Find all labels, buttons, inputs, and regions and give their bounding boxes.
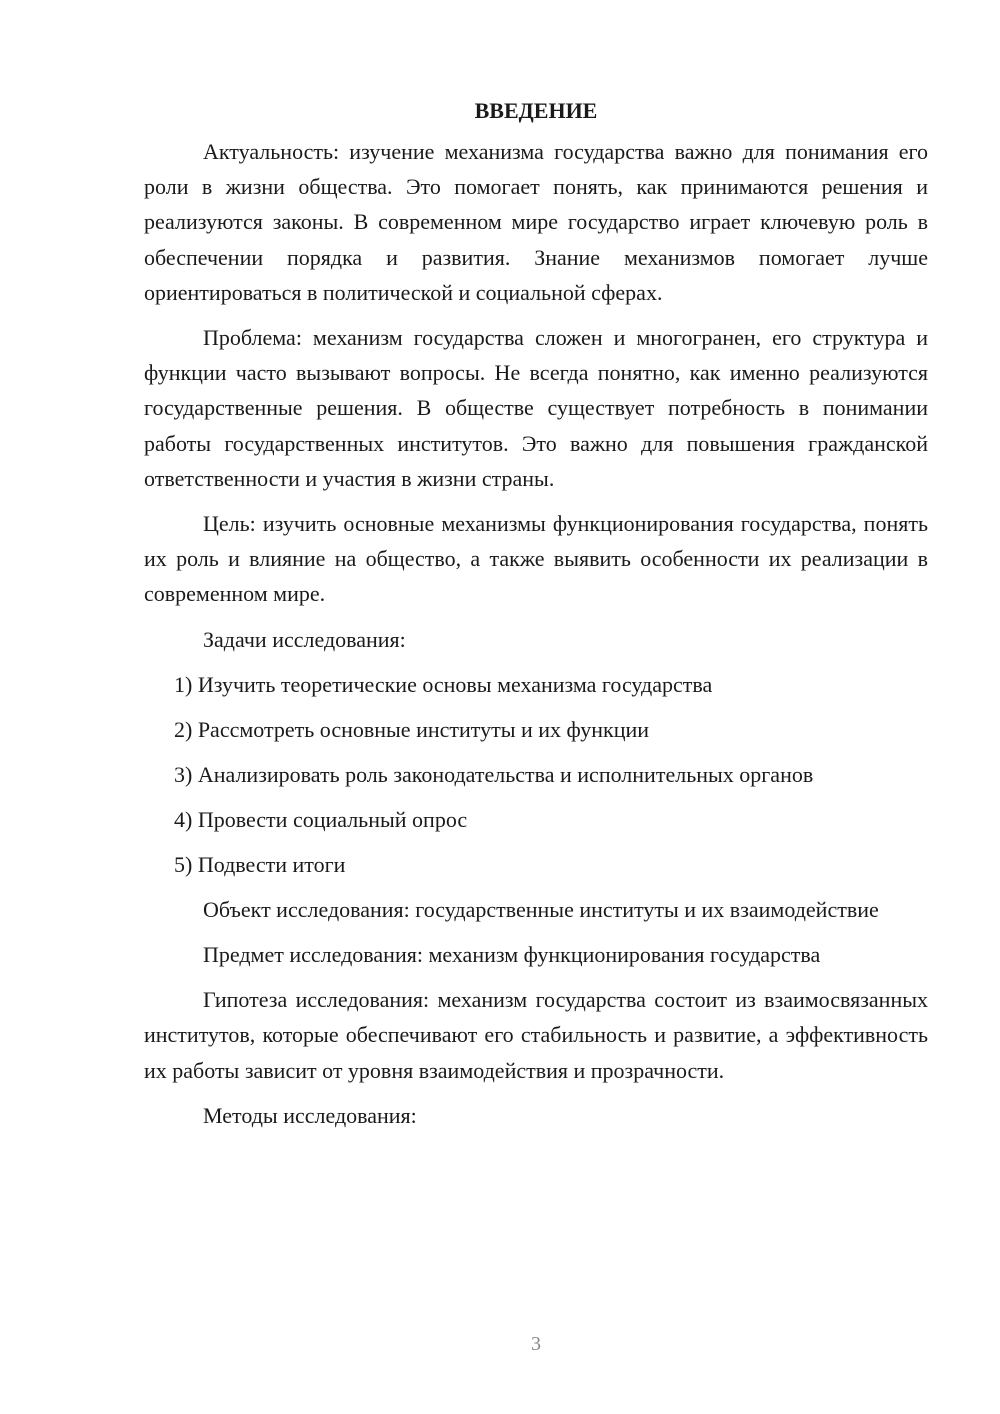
problem-paragraph: Проблема: механизм государства сложен и многогранен, его структура и функции часто вызывают вопросы. Не всегда понятно, как именно реализуются государственные решения. В обществе существует потребность в понимании работы государственных институтов. Это важно для повышения гражданской ответственности и участия в жизни страны. (144, 325, 928, 491)
task-item: 3) Анализировать роль законодательства и исполнительных органов (174, 761, 814, 787)
page-number: 3 (531, 1333, 541, 1355)
methods-title: Методы исследования: (203, 1102, 417, 1128)
task-item: 5) Подвести итоги (174, 851, 346, 877)
task-item: 4) Провести социальный опрос (174, 806, 468, 832)
subject-paragraph: Предмет исследования: механизм функционирования государства (203, 942, 821, 968)
relevance-paragraph: Актуальность: изучение механизма государства важно для понимания его роли в жизни общества. Это помогает понять, как принимаются решения и реализуются законы. В современном мире государство играет ключевую роль в обеспечении порядка и развития. Знание механизмов помогает лучше ориентироваться в политической и социальной сферах. (144, 139, 928, 305)
hypothesis-paragraph: Гипотеза исследования: механизм государства состоит из взаимосвязанных институтов, которые обеспечивают его стабильность и развитие, а эффективность их работы зависит от уровня взаимодействия и прозрачности. (144, 987, 928, 1083)
tasks-title: Задачи исследования: (203, 626, 406, 652)
section-heading: ВВЕДЕНИЕ (474, 98, 598, 123)
object-paragraph: Объект исследования: государственные институты и их взаимодействие (203, 896, 879, 922)
document-page (144, 94, 928, 1143)
task-item: 2) Рассмотреть основные институты и их функции (174, 716, 650, 742)
task-item: 1) Изучить теоретические основы механизма государства (174, 671, 713, 697)
goal-paragraph: Цель: изучить основные механизмы функционирования государства, понять их роль и влияние на общество, а также выявить особенности их реализации в современном мире. (144, 511, 928, 607)
